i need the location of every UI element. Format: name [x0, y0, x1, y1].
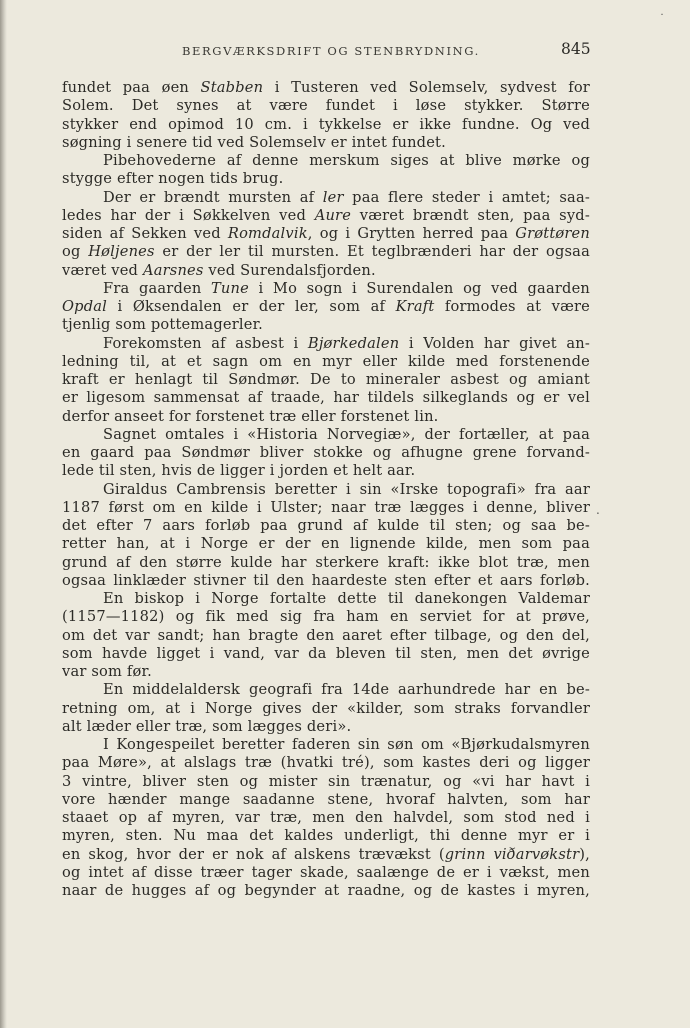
italic-term: Kraft: [395, 298, 435, 315]
page-number: 845: [561, 40, 591, 58]
text-line: [62, 335, 590, 353]
text-line: [62, 882, 590, 900]
text-segment: i Volden har givet an-: [399, 334, 590, 352]
text-line: [62, 791, 590, 809]
text-line: [62, 700, 590, 718]
text-line: [62, 608, 590, 626]
text-line: [62, 444, 590, 462]
text-segment: ),: [579, 845, 590, 863]
text-segment: var som før.: [62, 663, 152, 680]
text-segment: I Kongespeilet beretter faderen sin søn om «Bjørkudalsmyren: [103, 736, 590, 753]
text-line: [62, 298, 590, 316]
text-line: [62, 316, 590, 334]
text-line: [62, 517, 590, 535]
text-segment: stykker end opimod 10 cm. i tykkelse er ikke fundne. Og ved: [62, 115, 590, 133]
text-line: [62, 499, 590, 517]
text-line: [62, 718, 590, 736]
text-line: [62, 481, 590, 499]
text-line: [62, 134, 590, 152]
text-segment: , og i Grytten herred paa: [307, 225, 516, 242]
text-segment: og intet af disse træer tager skade, saalænge de er i vækst, men: [62, 863, 590, 881]
text-line: [62, 152, 590, 170]
italic-term: Høljenes: [88, 243, 155, 261]
text-segment: naar de hugges af og begynder at raadne, og de kastes i myren,: [62, 882, 590, 899]
text-line: [62, 225, 590, 243]
text-segment: en gaard paa Søndmør bliver stokke og afhugne grene forvand-: [62, 444, 590, 461]
text-segment: været ved: [62, 261, 143, 279]
text-segment: (1157—1182) og fik med sig fra ham en serviet for at prøve,: [62, 608, 590, 626]
text-segment: Pibehovederne af denne merskum siges at blive mørke og: [103, 152, 590, 169]
text-segment: myren, sten. Nu maa det kaldes underligt, thi denne myr er i: [62, 827, 590, 845]
text-line: [62, 462, 590, 480]
text-line: [62, 827, 590, 845]
text-segment: formodes at være: [434, 298, 590, 315]
italic-term: Bjørkedalen: [307, 334, 400, 352]
text-segment: en skog, hvor der er nok af alskens trævækst (: [62, 845, 445, 863]
text-line: [62, 535, 590, 553]
text-segment: i Tusteren ved Solemselv, sydvest for: [263, 79, 590, 96]
text-segment: paa Møre», at alslags træ (hvatki tré), som kastes deri og ligger: [62, 754, 590, 772]
text-segment: fundet paa øen: [62, 79, 201, 96]
text-line: [62, 681, 590, 699]
body-text: [62, 79, 590, 900]
text-segment: det efter 7 aars forløb paa grund af kulde til sten; og saa be-: [62, 517, 590, 534]
text-line: [62, 170, 590, 188]
text-segment: alt læder eller træ, som lægges deri».: [62, 717, 352, 735]
text-line: [62, 809, 590, 827]
text-segment: kraft er henlagt til Søndmør. De to mineraler asbest og amiant: [62, 371, 590, 388]
text-line: [62, 590, 590, 608]
text-segment: Solem. Det synes at være fundet i løse stykker. Større: [62, 97, 590, 115]
text-segment: staaet op af myren, var træ, men den halvdel, som stod ned i: [62, 809, 590, 826]
italic-term: grinn viðarvøkstr: [444, 845, 580, 863]
text-segment: grund af den større kulde har sterkere kraft: ikke blot træ, men: [62, 553, 590, 571]
text-line: [62, 97, 590, 115]
text-line: [62, 736, 590, 754]
text-line: [62, 773, 590, 791]
text-line: [62, 554, 590, 572]
text-line: [62, 243, 590, 261]
text-line: [62, 389, 590, 407]
margin-mark: ˙: [659, 12, 665, 26]
text-line: [62, 627, 590, 645]
text-segment: lede til sten, hvis de ligger i jorden et helt aar.: [62, 462, 416, 480]
text-line: [62, 426, 590, 444]
text-segment: retter han, at i Norge er der en lignende kilde, men som paa: [62, 535, 590, 553]
text-line: [62, 408, 590, 426]
text-line: [62, 280, 590, 298]
text-segment: paa flere steder i amtet; saa-: [343, 188, 590, 206]
text-segment: og: [62, 243, 89, 261]
text-segment: i Øksendalen er der ler, som af: [107, 298, 396, 315]
text-segment: i Mo sogn i Surendalen og ved gaarden: [248, 279, 590, 297]
text-segment: som havde ligget i vand, var da bleven til sten, men det øvrige: [62, 644, 590, 662]
text-line: [62, 663, 590, 681]
text-segment: er der ler til mursten. Et teglbrænderi har der ogsaa: [154, 243, 590, 261]
text-segment: Sagnet omtales i «Historia Norvegiæ», der fortæller, at paa: [103, 425, 590, 443]
text-line: [62, 864, 590, 882]
text-segment: er ligesom sammensat af traade, har tildels silkeglands og er vel: [62, 389, 590, 407]
text-line: [62, 645, 590, 663]
text-segment: Giraldus Cambrensis beretter i sin «Irske topografi» fra aar: [103, 480, 590, 498]
text-segment: Fra gaarden: [103, 279, 211, 297]
text-line: [62, 207, 590, 225]
text-line: [62, 371, 590, 389]
italic-term: Romdalvik: [227, 225, 308, 242]
text-segment: vore hænder mange saadanne stene, hvoraf halvten, som har: [62, 790, 590, 808]
text-line: [62, 116, 590, 134]
italic-term: Grøttøren: [515, 225, 590, 242]
italic-term: Aure: [314, 206, 352, 224]
text-segment: En middelaldersk geografi fra 14de aarhundrede har en be-: [103, 681, 590, 699]
text-line: [62, 846, 590, 864]
text-segment: ledes har der i Søkkelven ved: [62, 206, 315, 224]
text-line: [62, 79, 590, 97]
text-segment: derfor anseet for forstenet træ eller forstenet lin.: [62, 407, 439, 425]
text-segment: tjenlig som pottemagerler.: [62, 316, 263, 334]
text-segment: En biskop i Norge fortalte dette til danekongen Valdemar: [103, 590, 590, 607]
text-line: [62, 572, 590, 590]
italic-term: Tune: [211, 279, 249, 297]
text-segment: Forekomsten af asbest i: [103, 334, 308, 352]
italic-term: Opdal: [62, 298, 108, 315]
text-line: [62, 754, 590, 772]
text-segment: ogsaa linklæder stivner til den haardeste sten efter et aars forløb.: [62, 571, 590, 589]
text-segment: ledning til, at et sagn om en myr eller kilde med forstenende: [62, 352, 590, 370]
text-segment: 1187 først om en kilde i Ulster; naar træ lægges i denne, bliver: [62, 498, 590, 516]
running-title: BERGVÆRKSDRIFT OG STENBRYDNING.: [182, 44, 480, 58]
text-line: [62, 353, 590, 371]
text-segment: søgning i senere tid ved Solemselv er intet fundet.: [62, 133, 446, 151]
italic-term: ler: [322, 188, 344, 206]
text-segment: om det var sandt; han bragte den aaret efter tilbage, og den del,: [62, 626, 590, 644]
italic-term: Aarsnes: [142, 261, 204, 279]
text-segment: retning om, at i Norge gives der «kilder, som straks forvandler: [62, 699, 590, 717]
italic-term: Stabben: [200, 79, 264, 96]
text-segment: 3 vintre, bliver sten og mister sin trænatur, og «vi har havt i: [62, 772, 590, 790]
margin-mark: .: [596, 503, 600, 517]
text-segment: siden af Sekken ved: [62, 225, 228, 242]
text-segment: ved Surendalsfjorden.: [203, 261, 376, 279]
text-segment: Der er brændt mursten af: [103, 188, 323, 206]
text-segment: været brændt sten, paa syd-: [351, 206, 590, 224]
text-segment: stygge efter nogen tids brug.: [62, 170, 284, 188]
text-line: [62, 262, 590, 280]
text-line: [62, 189, 590, 207]
